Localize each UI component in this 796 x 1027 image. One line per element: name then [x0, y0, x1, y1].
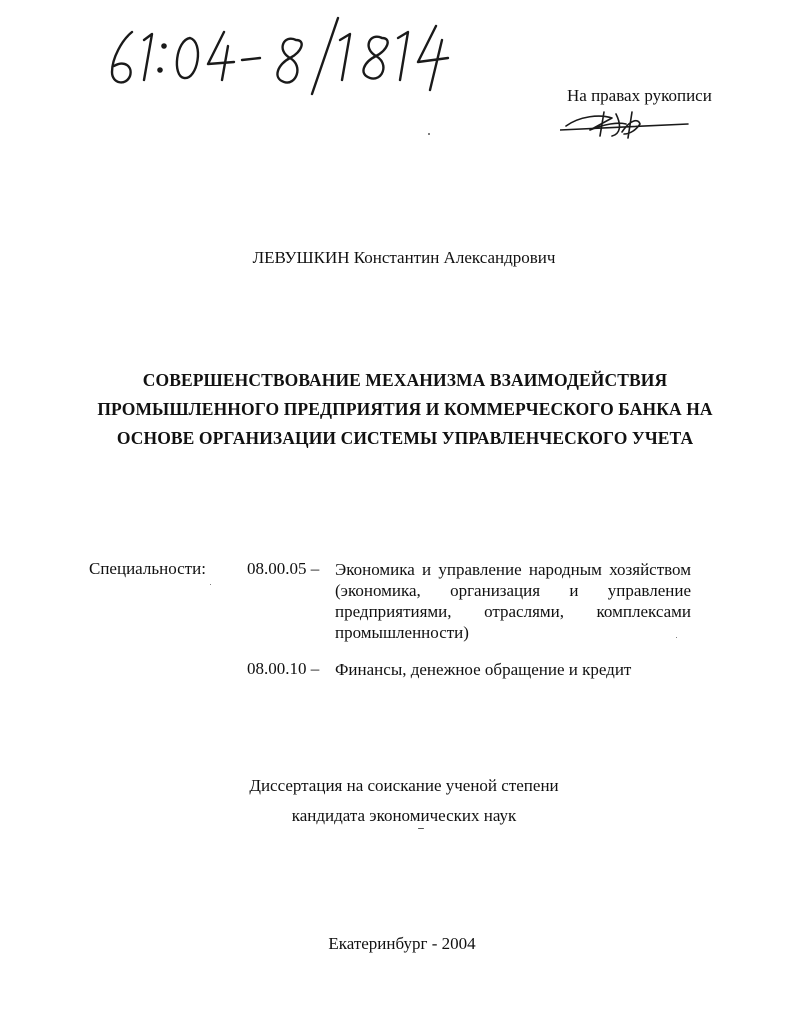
specialty-code-1: 08.00.05 – — [247, 559, 320, 578]
scan-speck — [210, 584, 211, 585]
handwritten-signature — [560, 106, 690, 140]
scan-speck — [418, 828, 424, 829]
degree-line-1: Диссертация на соискание ученой степени — [249, 776, 559, 795]
author-name: ЛЕВУШКИН Константин Александрович — [252, 248, 556, 267]
rights-notice: На правах рукописи — [567, 86, 712, 105]
city-year: Екатеринбург - 2004 — [328, 934, 476, 953]
specialty-description-1: Экономика и управление народным хозяйством (экономика, организация и управление предприятиями, отраслями, комплексами промышленности) — [335, 560, 691, 642]
degree-line-2: кандидата экономических наук — [291, 806, 517, 825]
specialty-code-2: 08.00.10 – — [247, 659, 320, 678]
specialty-description-2: Финансы, денежное обращение и кредит — [335, 660, 632, 679]
specialties-label: Специальности: — [89, 559, 206, 578]
signature-scribble — [560, 106, 690, 140]
dissertation-title: СОВЕРШЕНСТВОВАНИЕ МЕХАНИЗМА ВЗАИМОДЕЙСТВИЯ ПРОМЫШЛЕННОГО ПРЕДПРИЯТИЯ И КОММЕРЧЕСКОГО БАНКА НА ОСНОВЕ ОРГАНИЗАЦИИ СИСТЕМЫ УПРАВЛЕНЧЕСКОГО УЧЕТА — [97, 370, 713, 448]
handwritten-archive-code — [100, 10, 460, 100]
scan-speck — [676, 637, 677, 638]
archive-code-handwriting — [100, 10, 460, 100]
scan-speck — [428, 133, 430, 135]
